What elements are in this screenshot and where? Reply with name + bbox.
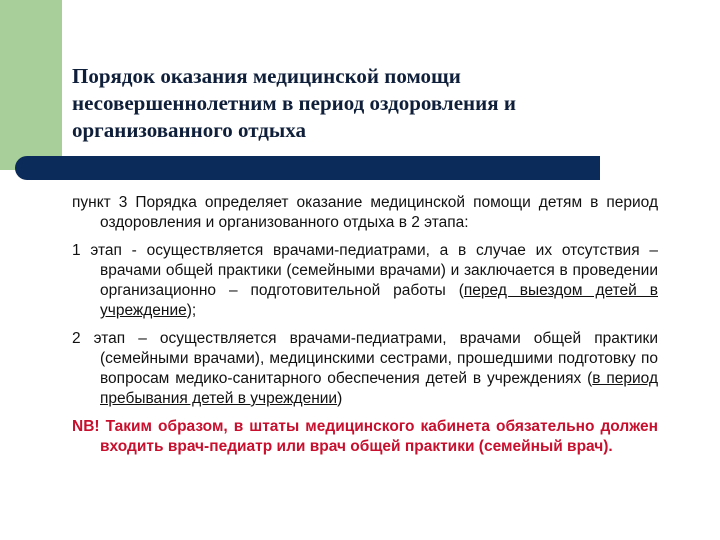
slide-body (72, 193, 658, 465)
underlined-phrase: перед выездом детей в учреждение (100, 282, 658, 319)
underlined-phrase: в период пребывания детей в учреждении (100, 370, 658, 407)
paragraph-stage-1 (72, 241, 658, 321)
slide-title: Порядок оказания медицинской помощи несовершеннолетним в период оздоровления и организованного отдыха (72, 64, 516, 142)
paragraph-text: 1 этап - осуществляется врачами-педиатрами, а в случае их отсутствия – врачами общей практики (семейными врачами) и заключается в проведении организационно – подготовительной работы ( (72, 242, 658, 299)
paragraph-stage-2 (72, 329, 658, 409)
paragraph-text: 2 этап – осуществляется врачами-педиатрами, врачами общей практики (семейными врачами), медицинскими сестрами, прошедшими подготовку по вопросам медико-санитарного обеспечения детей в учреждениях ( (72, 330, 658, 387)
paragraph-end: ); (186, 302, 197, 319)
paragraph-item-1 (72, 193, 658, 233)
nb-text: NB! Таким образом, в штаты медицинского кабинета обязательно должен входить врач-педиатр или врач общей практики (семейный врач). (72, 418, 658, 455)
paragraph-text: пункт 3 Порядка определяет оказание медицинской помощи детям в период оздоровления и организованного отдыха в 2 этапа: (72, 194, 658, 231)
title-divider-bar (27, 156, 600, 180)
nb-note (72, 417, 658, 457)
paragraph-end: ) (337, 390, 343, 407)
